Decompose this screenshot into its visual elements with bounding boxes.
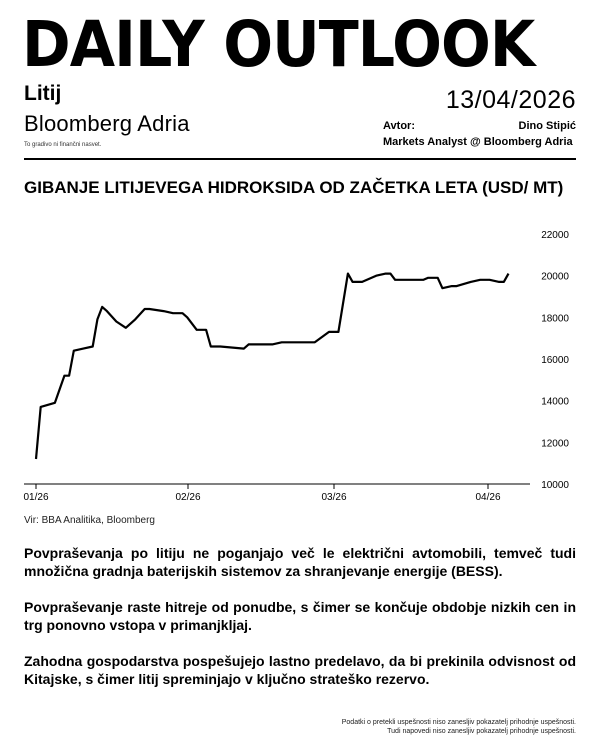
y-tick-label: 12000 — [541, 438, 569, 450]
report-date: 13/04/2026 — [445, 86, 576, 114]
author-block — [383, 118, 576, 150]
y-tick-label: 20000 — [541, 271, 569, 283]
chart-title: GIBANJE LITIJEVEGA HIDROKSIDA OD ZAČETKA LETA (USD/ MT) — [24, 178, 564, 197]
disclaimer-line-1: Podatki o pretekli uspešnosti niso zanesljiv pokazatelj prihodnje uspešnosti. — [341, 719, 576, 726]
x-tick-label: 04/26 — [475, 492, 501, 503]
author-row — [383, 118, 576, 134]
y-tick-label: 16000 — [541, 355, 569, 366]
x-tick-label: 01/26 — [23, 492, 49, 503]
paragraph-1: Povpraševanja po litiju ne poganjajo več le električni avtomobili, temveč tudi množična gradnja baterijskih sistemov za shranjevanje energije (BESS). — [24, 545, 576, 579]
lithium-price-chart — [0, 220, 600, 510]
brand-logo-text: Bloomberg Adria — [24, 111, 190, 136]
y-tick-label: 14000 — [541, 396, 569, 408]
y-tick-label: 18000 — [541, 313, 569, 325]
header-divider — [24, 158, 576, 160]
y-tick-label: 10000 — [541, 480, 569, 491]
author-name: Dino Stipić — [518, 120, 576, 132]
masthead-title: DAILY OUTLOOK — [22, 8, 535, 81]
x-tick-label: 03/26 — [321, 492, 347, 503]
chart-source: Vir: BBA Analitika, Bloomberg — [24, 515, 155, 526]
topic-label: Litij — [24, 82, 62, 105]
paragraph-3: Zahodna gospodarstva pospešujejo lastno predelavo, da bi prekinila odvisnost od Kitajske, s čimer litij spreminjajo v ključno strateško rezervo. — [24, 653, 576, 687]
author-label: Avtor: — [383, 120, 415, 132]
body-text — [24, 544, 576, 706]
tagline: To gradivo ni finančni nasvet. — [24, 142, 102, 148]
price-series-line — [36, 274, 509, 459]
disclaimer — [342, 718, 576, 736]
y-tick-label: 22000 — [541, 230, 569, 241]
x-tick-label: 02/26 — [175, 492, 201, 503]
paragraph-2: Povpraševanje raste hitreje od ponudbe, s čimer se končuje obdobje nizkih cen in trg ponovno vstopa v primanjkljaj. — [24, 599, 576, 633]
disclaimer-line-2: Tudi napovedi niso zanesljiv pokazatelj prihodnje uspešnosti. — [387, 728, 576, 735]
author-role: Markets Analyst @ Bloomberg Adria — [383, 136, 573, 148]
